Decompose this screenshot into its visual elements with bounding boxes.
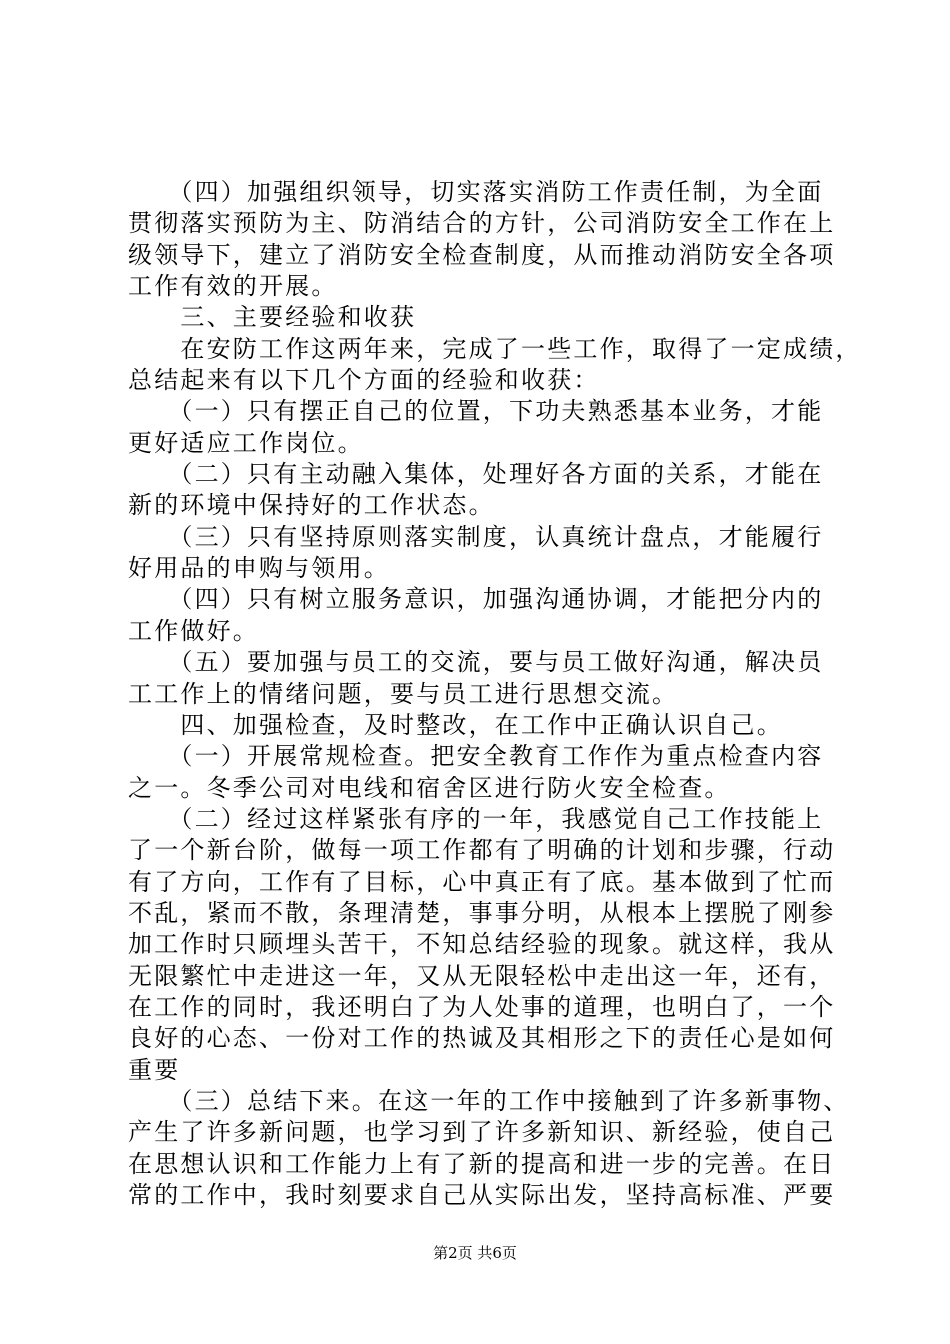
text-line: （四）加强组织领导，切实落实消防工作责任制，为全面 xyxy=(128,178,824,206)
page-number-footer: 第2页 共6页 xyxy=(433,1244,517,1262)
text-line: 重要 xyxy=(128,1055,181,1084)
text-line: 产生了许多新问题，也学习到了许多新知识、新经验，使自己 xyxy=(128,1118,836,1147)
text-line: 新的环境中保持好的工作状态。 xyxy=(128,491,495,520)
text-line: 工作有效的开展。 xyxy=(128,272,338,301)
text-line: 不乱，紧而不散，条理清楚，事事分明，从根本上摆脱了刚参 xyxy=(128,898,836,927)
text-line: 常的工作中，我时刻要求自己从实际出发，坚持高标准、严要 xyxy=(128,1181,836,1209)
text-line: 工作做好。 xyxy=(128,616,259,645)
text-line: 级领导下，建立了消防安全检查制度，从而推动消防安全各项 xyxy=(128,240,836,269)
text-line: 有了方向，工作有了目标，心中真正有了底。基本做到了忙而 xyxy=(128,867,836,896)
text-line: 贯彻落实预防为主、防消结合的方针，公司消防安全工作在上 xyxy=(128,209,836,238)
text-line: （一）开展常规检查。把安全教育工作作为重点检查内容 xyxy=(128,742,824,771)
text-line: 之一。冬季公司对电线和宿舍区进行防火安全检查。 xyxy=(128,773,731,802)
text-line: （三）只有坚持原则落实制度，认真统计盘点，才能履行 xyxy=(128,522,824,551)
text-line: 在思想认识和工作能力上有了新的提高和进一步的完善。在日 xyxy=(128,1149,836,1178)
text-line: （二）只有主动融入集体，处理好各方面的关系，才能在 xyxy=(128,460,824,489)
text-line: （三）总结下来。在这一年的工作中接触到了许多新事物、 xyxy=(128,1086,850,1115)
text-line: 在工作的同时，我还明白了为人处事的道理，也明白了，一个 xyxy=(128,992,836,1021)
section-heading: 三、主要经验和收获 xyxy=(128,303,417,332)
text-line: 无限繁忙中走进这一年，又从无限轻松中走出这一年，还有， xyxy=(128,961,836,990)
document-body xyxy=(128,177,862,1211)
text-line: （五）要加强与员工的交流，要与员工做好沟通，解决员 xyxy=(128,648,824,677)
text-line: （四）只有树立服务意识，加强沟通协调，才能把分内的 xyxy=(128,585,824,614)
text-line: 总结起来有以下几个方面的经验和收获： xyxy=(128,366,600,395)
text-line: 好用品的申购与领用。 xyxy=(128,554,390,583)
text-line: 良好的心态、一份对工作的热诚及其相形之下的责任心是如何 xyxy=(128,1024,836,1053)
text-line: 工工作上的情绪问题，要与员工进行思想交流。 xyxy=(128,679,679,708)
text-line: 了一个新台阶，做每一项工作都有了明确的计划和步骤，行动 xyxy=(128,836,836,865)
text-line: 加工作时只顾埋头苦干，不知总结经验的现象。就这样，我从 xyxy=(128,930,836,959)
text-line: 更好适应工作岗位。 xyxy=(128,428,364,457)
text-line: 在安防工作这两年来，完成了一些工作，取得了一定成绩， xyxy=(128,334,862,363)
text-line: （二）经过这样紧张有序的一年，我感觉自己工作技能上 xyxy=(128,804,824,833)
text-line: （一）只有摆正自己的位置，下功夫熟悉基本业务，才能 xyxy=(128,397,824,426)
section-heading: 四、加强检查，及时整改，在工作中正确认识自己。 xyxy=(128,710,783,739)
